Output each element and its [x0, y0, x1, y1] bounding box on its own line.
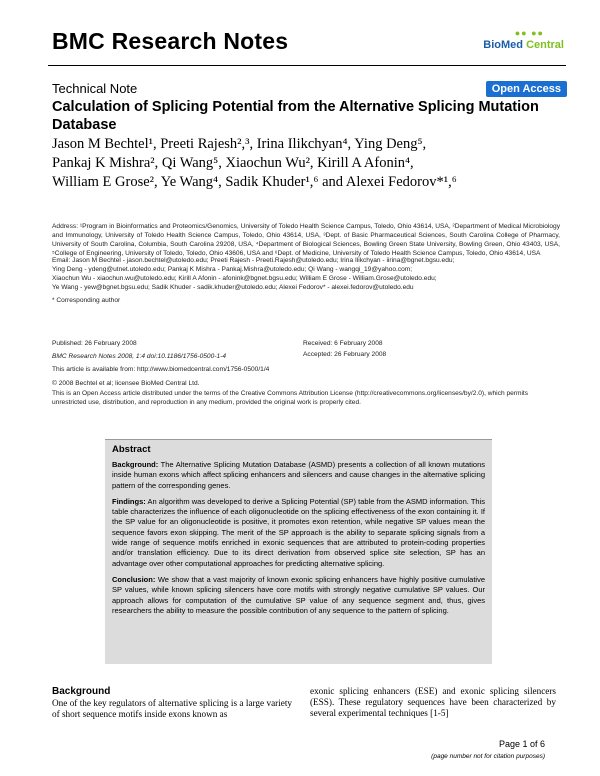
journal-title: BMC Research Notes [52, 28, 289, 54]
doc-type: Technical Note [52, 81, 138, 96]
corresponding-author-note: * Corresponding author [52, 297, 121, 304]
author-emails [52, 256, 560, 292]
open-access-badge: Open Access [486, 81, 567, 97]
author-addresses: Address: ¹Program in Bioinformatics and Proteomics/Genomics, University of Toledo Health Science Campus, Toledo, Ohio 43614, USA, ²Department of Medical Microbiology and Immunology, University of Toledo Health Science Campus, Toledo, Ohio 43614, USA, ³Dept. of Basic Pharmaceutical Sciences, South Carolina College of Pharmacy, University of South Carolina, Columbia, South Carolina 29208, USA, ⁴Department of Biological Sciences, Bowling Green State University, Bowling Green, Ohio 43403, USA, ⁵College of Engineering, University of Toledo, Toledo, Ohio 43606, USA and ⁶Dept. of Medicine, University of Toledo Health Science Campus, Toledo, Ohio 43614, USA [52, 223, 560, 257]
background-heading: Background [52, 686, 111, 697]
received-date: Received: 6 February 2008 [303, 340, 383, 347]
authors-line: Jason M Bechtel¹, Preeti Rajesh²,³, Irina Ilikchyan⁴, Ying Deng⁵, [52, 136, 427, 152]
header-rule [48, 65, 566, 66]
published-date: Published: 26 February 2008 [52, 340, 137, 347]
abstract-findings: Findings: An algorithm was developed to derive a Splicing Potential (SP) table from the ASMD information. This table characterizes the influence of each oligonucleotide on the splicing effectiveness of the exon containing it. If the SP value for an oligonucleotide is positive, it promotes exon retention, while negative SP values mean the sequence favors exon skipping. The merit of the SP approach is the ability to separate splicing signals from a wide range of sequence motifs enriched in exonic sequences that are attributed to protein-coding properties and/or translation efficiency. Due to its direct derivation from observed splice site selection, SP has an advantage over other computational approaches for predicting alternative splicing. [112, 496, 485, 568]
authors-line: Pankaj K Mishra², Qi Wang⁵, Xiaochun Wu², Kirill A Afonin⁴, [52, 155, 414, 171]
authors-line: William E Grose², Ye Wang⁴, Sadik Khuder¹,⁶ and Alexei Fedorov*¹,⁶ [52, 174, 457, 190]
article-title: Calculation of Splicing Potential from the Alternative Splicing Mutation Database [52, 99, 539, 133]
citation: BMC Research Notes 2008, 1:4 doi:10.1186/1756-0500-1-4 [52, 353, 226, 360]
abstract-background: Background: The Alternative Splicing Mutation Database (ASMD) presents a collection of all known mutations inside human exons which affect splicing enhancers and silencers and cause changes in the alternative splicing pattern of the corresponding genes. [112, 460, 485, 490]
logo-central: Central [523, 39, 564, 51]
logo-dots: ●● ●● [514, 28, 544, 38]
abstract-heading: Abstract [112, 444, 151, 455]
license-text: This is an Open Access article distributed under the terms of the Creative Commons Attribution License (http://creativecommons.org/licenses/by/2.0), which permits unrestricted use, distribution, and reproduction in any medium, provided the original work is properly cited. [52, 390, 529, 406]
body-column-right: exonic splicing enhancers (ESE) and exonic splicing silencers (ESS). These regulatory sequences have been characterized by several experimental techniques [1-5] [310, 686, 556, 718]
logo-bio: BioMed [483, 39, 524, 51]
page-number: Page 1 of 6 [498, 739, 545, 749]
abstract-conclusion: Conclusion: We show that a vast majority of known exonic splicing enhancers have highly positive cumulative SP values, while known splicing silencers have core motifs with strongly negative cumulative SP values. Our approach allows for computation of the cumulative SP value of any sequence segment and, thus, gives researchers the ability to measure the possible contribution of any sequence to the pattern of splicing. [112, 574, 485, 615]
page-note: (page number not for citation purposes) [431, 753, 545, 760]
copyright: © 2008 Bechtel et al; licensee BioMed Central Ltd. [52, 380, 200, 387]
authors [52, 135, 562, 192]
biomed-central-logo [483, 28, 564, 54]
email-line: Xiaochun Wu - xiaochun.wu@utoledo.edu; Kirill A Afonin - afonink@bgnet.bgsu.edu; William E Grose - William.Grose@utoledo.edu; [52, 275, 437, 282]
abstract-box [105, 439, 492, 664]
accepted-date: Accepted: 26 February 2008 [303, 351, 387, 358]
email-line: Ye Wang - yew@bgnet.bgsu.edu; Sadik Khuder - sadik.khuder@utoledo.edu; Alexei Fedorov* - alexei.fedorov@utoledo.edu [52, 284, 414, 291]
email-line: Email: Jason M Bechtel - jason.bechtel@utoledo.edu; Preeti Rajesh - Preeti.Rajesh@utoledo.edu; Irina Ilikchyan - iirina@bgnet.bgsu.edu; [52, 257, 455, 264]
article-url[interactable]: This article is available from: http://www.biomedcentral.com/1756-0500/1/4 [52, 366, 270, 373]
body-column-left: One of the key regulators of alternative splicing is a large variety of short sequence motifs inside exons known as [52, 698, 292, 719]
email-line: Ying Deng - ydeng@utnet.utoledo.edu; Pankaj K Mishra - Pankaj.Mishra@utoledo.edu; Qi Wang - wangqi_19@yahoo.com; [52, 266, 413, 273]
